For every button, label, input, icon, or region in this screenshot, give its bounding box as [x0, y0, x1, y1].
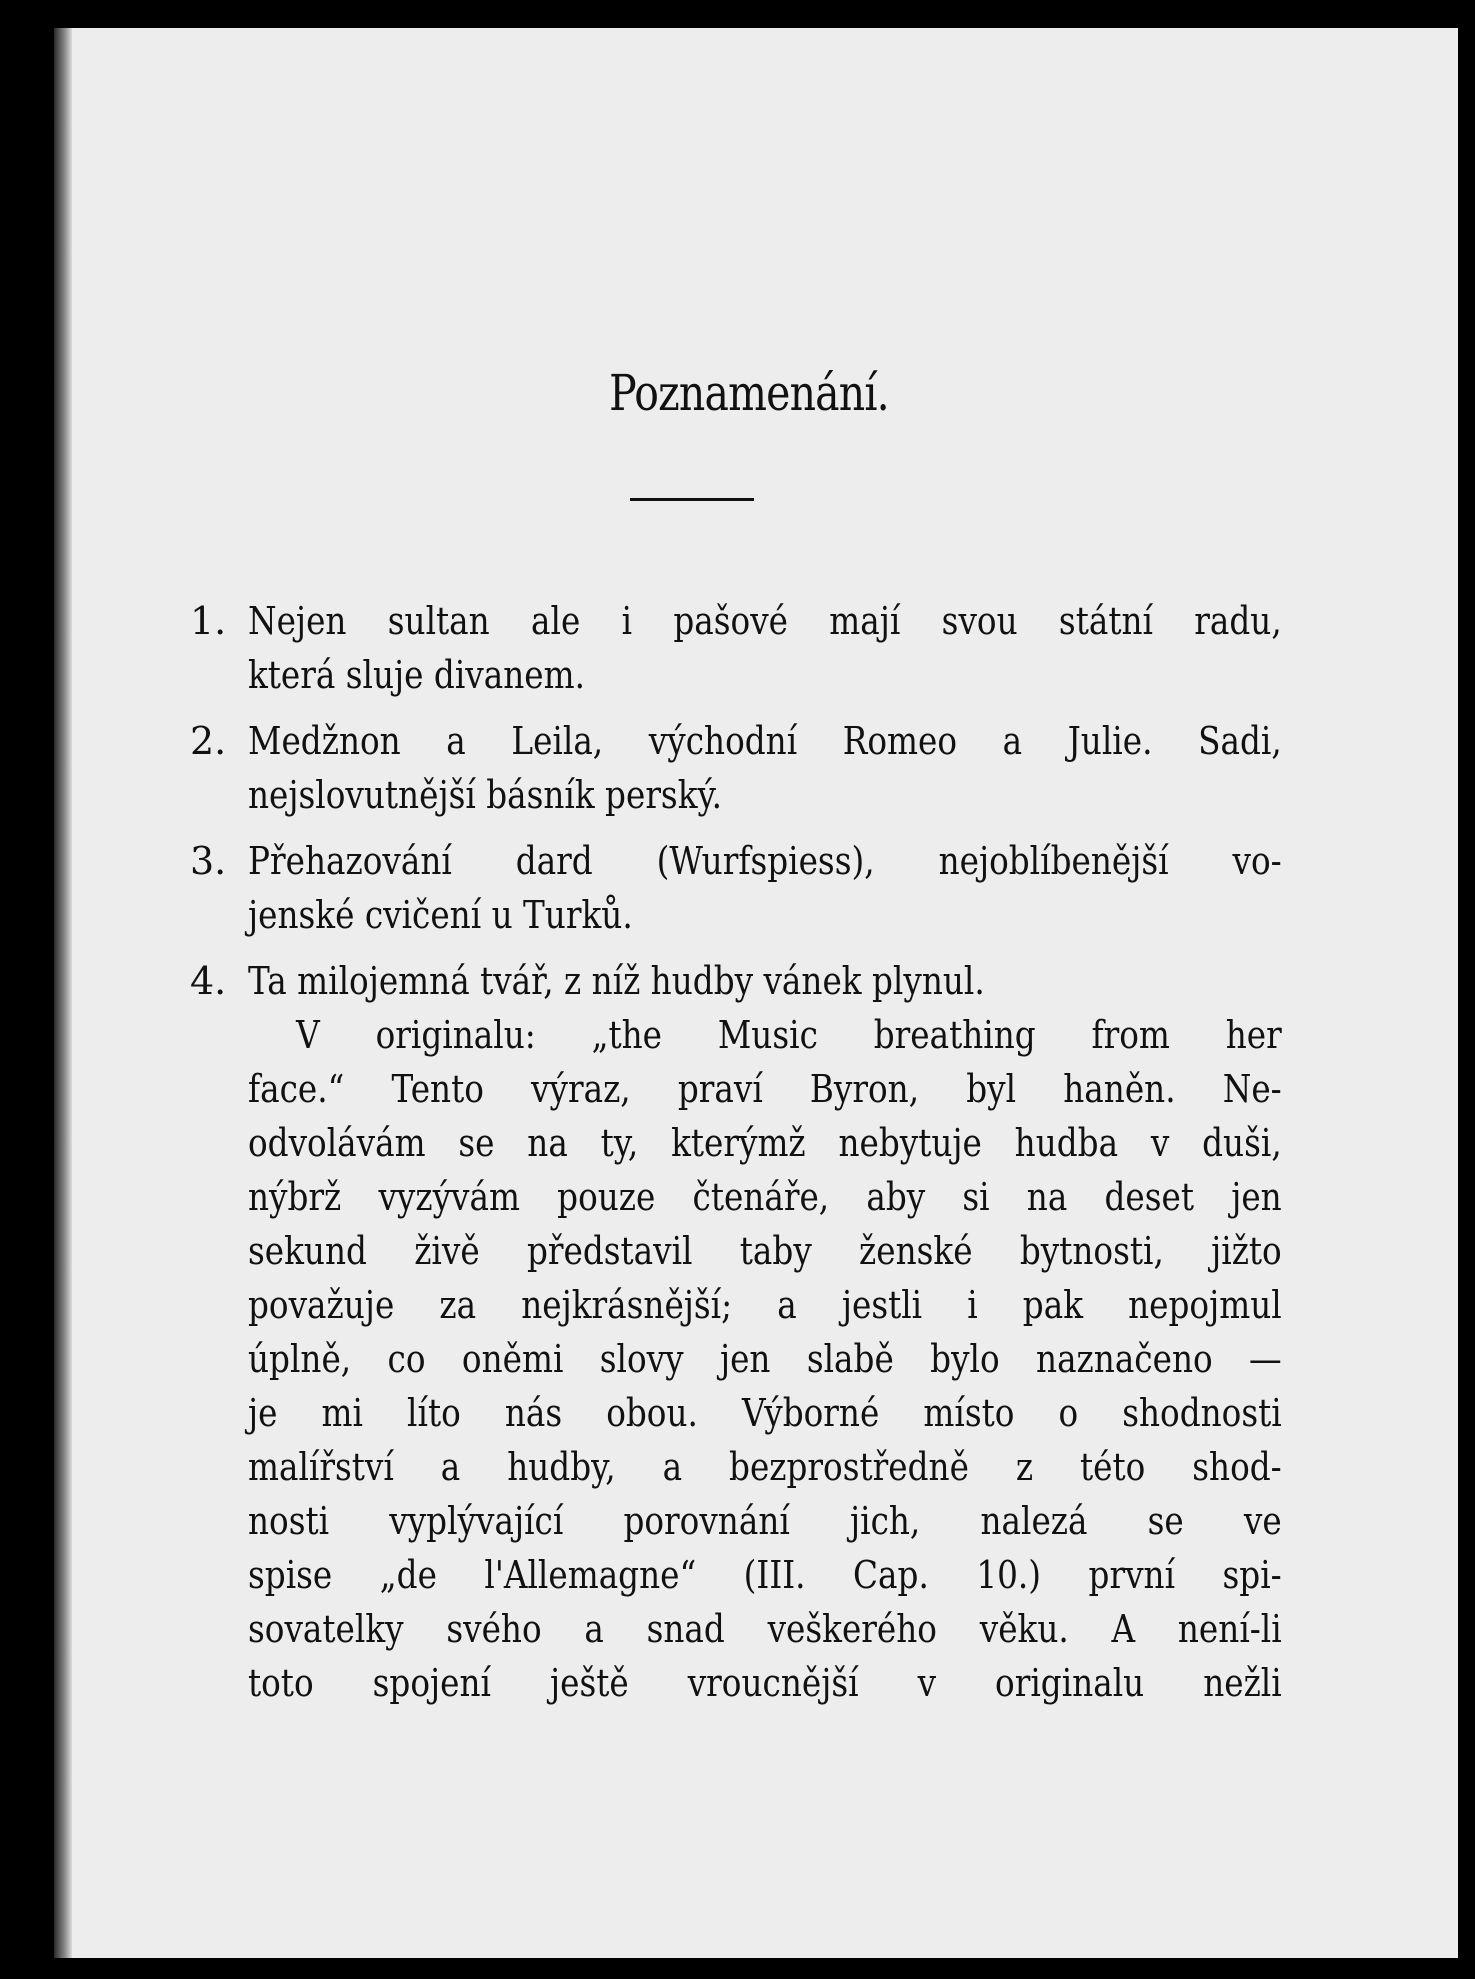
- note-line: jenské cvičení u Turků.: [248, 893, 633, 937]
- notes-list: [190, 594, 1282, 1722]
- page-title: Poznamenání.: [609, 364, 889, 422]
- note-line: která sluje divanem.: [248, 653, 585, 697]
- note-line: spise „de l'Allemagne“ (III. Cap. 10.) první spi-: [248, 1553, 1282, 1597]
- note-2: [190, 714, 1282, 822]
- page-gutter-shadow: [54, 28, 72, 1958]
- note-line: Nejen sultan ale i pašové mají svou státní radu,: [248, 599, 1282, 643]
- note-line: face.“ Tento výraz, praví Byron, byl haněn. Ne-: [248, 1067, 1282, 1111]
- note-line: nosti vyplývající porovnání jich, nalezá se ve: [248, 1499, 1282, 1543]
- note-line: malířství a hudby, a bezprostředně z této shod-: [248, 1445, 1282, 1489]
- note-line: nýbrž vyzývám pouze čtenáře, aby si na deset jen: [248, 1175, 1282, 1219]
- title-divider: [630, 498, 754, 501]
- note-line: je mi líto nás obou. Výborné místo o shodnosti: [248, 1391, 1282, 1435]
- note-number: 4.: [190, 959, 227, 1003]
- note-line: V originalu: „the Music breathing from her: [296, 1013, 1282, 1057]
- note-3: [190, 834, 1282, 942]
- note-line: úplně, co oněmi slovy jen slabě bylo naznačeno —: [248, 1337, 1282, 1381]
- note-number: 1.: [190, 599, 227, 643]
- note-1: [190, 594, 1282, 702]
- book-page: [40, 28, 1458, 1958]
- note-line: Medžnon a Leila, východní Romeo a Julie. Sadi,: [248, 719, 1282, 763]
- note-number: 2.: [190, 719, 227, 763]
- note-line: Ta milojemná tvář, z níž hudby vánek plynul.: [248, 959, 985, 1003]
- note-line: považuje za nejkrásnější; a jestli i pak nepojmul: [248, 1283, 1282, 1327]
- note-number: 3.: [190, 839, 227, 883]
- scan-edge: [40, 28, 54, 1958]
- note-line: Přehazování dard (Wurfspiess), nejoblíbenější vo-: [248, 839, 1282, 883]
- note-line: odvolávám se na ty, kterýmž nebytuje hudba v duši,: [248, 1121, 1282, 1165]
- note-line: toto spojení ještě vroucnější v originalu nežli: [248, 1661, 1282, 1705]
- note-line: nejslovutnější básník perský.: [248, 773, 723, 817]
- note-4: [190, 954, 1282, 1710]
- note-line: sovatelky svého a snad veškerého věku. A není-li: [248, 1607, 1282, 1651]
- note-line: sekund živě představil taby ženské bytnosti, jižto: [248, 1229, 1282, 1273]
